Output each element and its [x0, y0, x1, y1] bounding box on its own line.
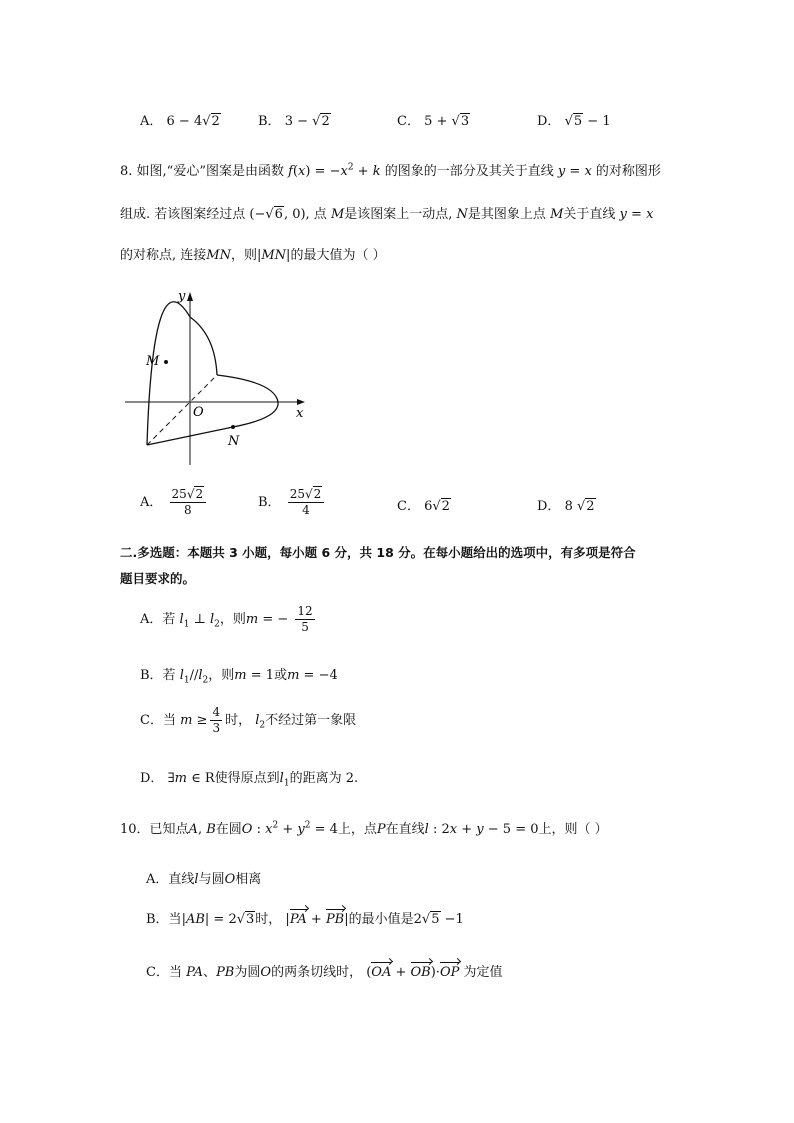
q9-option-b: B．若 $l_1//l_2$，则m = 1或m = −4: [140, 668, 338, 686]
point-coord: (−√6, 0): [249, 207, 306, 222]
sqrt-2: √2: [312, 114, 330, 129]
stem-text: 的图象的一部分及其关于直线: [384, 164, 554, 179]
option-text: 的两条切线时，: [271, 965, 363, 980]
option-text: 为圆: [234, 965, 261, 980]
heart-graph: [120, 280, 320, 475]
origin-label: O: [193, 405, 204, 420]
option-label: C．: [397, 499, 420, 514]
q7-option-b: [258, 110, 331, 129]
stem-text: 是该图案上一动点,: [344, 207, 453, 222]
option-text: 与圆: [198, 872, 225, 887]
stem-text: 上，则（ ）: [538, 822, 608, 837]
option-text: 的最小值是: [348, 912, 414, 927]
q7-option-c: [397, 110, 470, 129]
n-label: N: [228, 434, 240, 449]
option-label: A．直线: [146, 872, 195, 887]
option-value: 8: [564, 499, 573, 514]
q9-option-d: D． ∃m ∈ R使得原点到$l_1$的距离为 2.: [140, 771, 359, 789]
option-text: 时，: [225, 713, 252, 728]
q8-option-c: C． 6√2: [397, 499, 450, 514]
m-label: M: [146, 354, 160, 369]
option-label: D．: [537, 499, 561, 514]
sqrt-3: √3: [451, 114, 470, 129]
stem-text: 10．已知点: [120, 822, 189, 837]
option-label: A．若: [140, 612, 176, 627]
option-value: 5 +: [424, 114, 448, 129]
option-label: B．: [258, 114, 281, 129]
section2-title-line1: 二.多选题：本题共 3 小题，每小题 6 分，共 18 分。在每小题给出的选项中，有多项是符合: [120, 545, 636, 560]
q9-option-c: C．当 m ≥ $\frac{4}{3}$ 时， $l_2$不经过第一象限: [140, 705, 357, 735]
stem-text: 是其图象上点: [467, 207, 546, 222]
stem-text: 的最大值为（ ）: [290, 248, 386, 263]
stem-text: 在圆: [215, 822, 242, 837]
q10-option-c: C．当 PA、PB为圆O的两条切线时， (OA + OB)·OP 为定值: [146, 965, 503, 980]
option-text: ，则: [219, 612, 246, 627]
q8-stem-line2: 组成. 若该图案经过点 (−√6, 0), 点 M是该图案上一动点, N是其图象上点 M关于直线 y = x: [120, 207, 654, 222]
option-text: 为定值: [463, 965, 503, 980]
option-label: C．: [397, 114, 420, 129]
q7-option-d: [537, 110, 611, 129]
stem-text: 上，点: [337, 822, 377, 837]
q10-option-b: B．当|AB| = 2√3时， |PA + PB|的最小值是2√5 −1: [146, 912, 464, 927]
stem-text: 关于直线: [563, 207, 616, 222]
point-n: [231, 425, 235, 429]
q8-option-d: D． 8 √2: [537, 499, 595, 514]
option-value: 6 − 4: [166, 114, 203, 129]
option-label: B．当: [146, 912, 182, 927]
parabola-curve: [147, 302, 217, 445]
option-label: D．: [140, 771, 164, 786]
sqrt-5: √5: [564, 114, 583, 129]
stem-text: 的对称点, 连接: [120, 248, 207, 263]
q9-option-a: A．若 $l_1$ ⊥ $l_2$，则m = − $\frac{12}{5}$: [140, 604, 313, 634]
formula-fx: f: [288, 164, 293, 179]
option-text: 时，: [255, 912, 282, 927]
stem-text: 组成. 若该图案经过点: [120, 207, 246, 222]
q8-stem-line3: 的对称点, 连接MN，则|MN|的最大值为（ ）: [120, 248, 386, 263]
x-label: x: [296, 406, 304, 421]
option-label: D．: [537, 114, 561, 129]
section2-title-line2: 题目要求的。: [120, 571, 196, 586]
stem-text: 8. 如图,“爱心”图案是由函数: [120, 164, 284, 179]
option-label: C．当: [146, 965, 182, 980]
y-axis-arrow: [187, 292, 193, 301]
q8-option-b: [258, 487, 327, 518]
symmetry-line: [147, 375, 217, 445]
stem-text: ，则: [230, 248, 257, 263]
option-label: B．若: [140, 668, 176, 683]
fraction: $\frac{4}{3}$: [212, 705, 221, 735]
stem-text: 的对称图形: [595, 164, 661, 179]
q8-option-a: [140, 487, 209, 518]
point-m: [164, 360, 168, 364]
reflected-curve: [147, 375, 278, 445]
y-label: y: [178, 289, 186, 304]
fraction: $\frac{25√2}{4}$: [288, 487, 325, 518]
option-text: 或: [274, 668, 288, 683]
option-value: − 1: [587, 114, 611, 129]
stem-text: , 点: [305, 207, 327, 222]
option-label: A．: [140, 114, 163, 129]
option-label: C．当: [140, 713, 176, 728]
fraction: $\frac{12}{5}$: [297, 604, 313, 634]
option-text: ，则: [208, 668, 235, 683]
option-text: 使得原点到: [214, 771, 280, 786]
sqrt-2: √2: [202, 114, 220, 129]
q8-stem-line1: 8. 如图,“爱心”图案是由函数 $f(x) = -x^2 + k$ 的图象的一部分及其关于直线 y = x 的对称图形: [120, 162, 661, 179]
option-label: B．: [258, 495, 281, 510]
q10-option-a: A．直线l与圆O相离: [146, 872, 262, 887]
x-axis-arrow: [297, 399, 305, 405]
option-value: 6: [424, 499, 433, 514]
option-label: A．: [140, 495, 163, 510]
option-text: 相离: [235, 872, 262, 887]
option-value: 3 −: [284, 114, 308, 129]
option-text: 不经过第一象限: [265, 713, 357, 728]
stem-text: 在直线: [385, 822, 425, 837]
fraction: $\frac{25√2}{8}$: [170, 487, 207, 518]
option-text: 的距离为 2.: [289, 771, 359, 786]
q10-stem: 10．已知点A, B在圆O : $x^2 + y^2 = 4$上，点P在直线l : 2x + y − 5 = 0上，则（ ）: [120, 820, 608, 837]
formula-y-eq-x: y: [557, 164, 566, 179]
q7-option-a: [140, 110, 221, 129]
